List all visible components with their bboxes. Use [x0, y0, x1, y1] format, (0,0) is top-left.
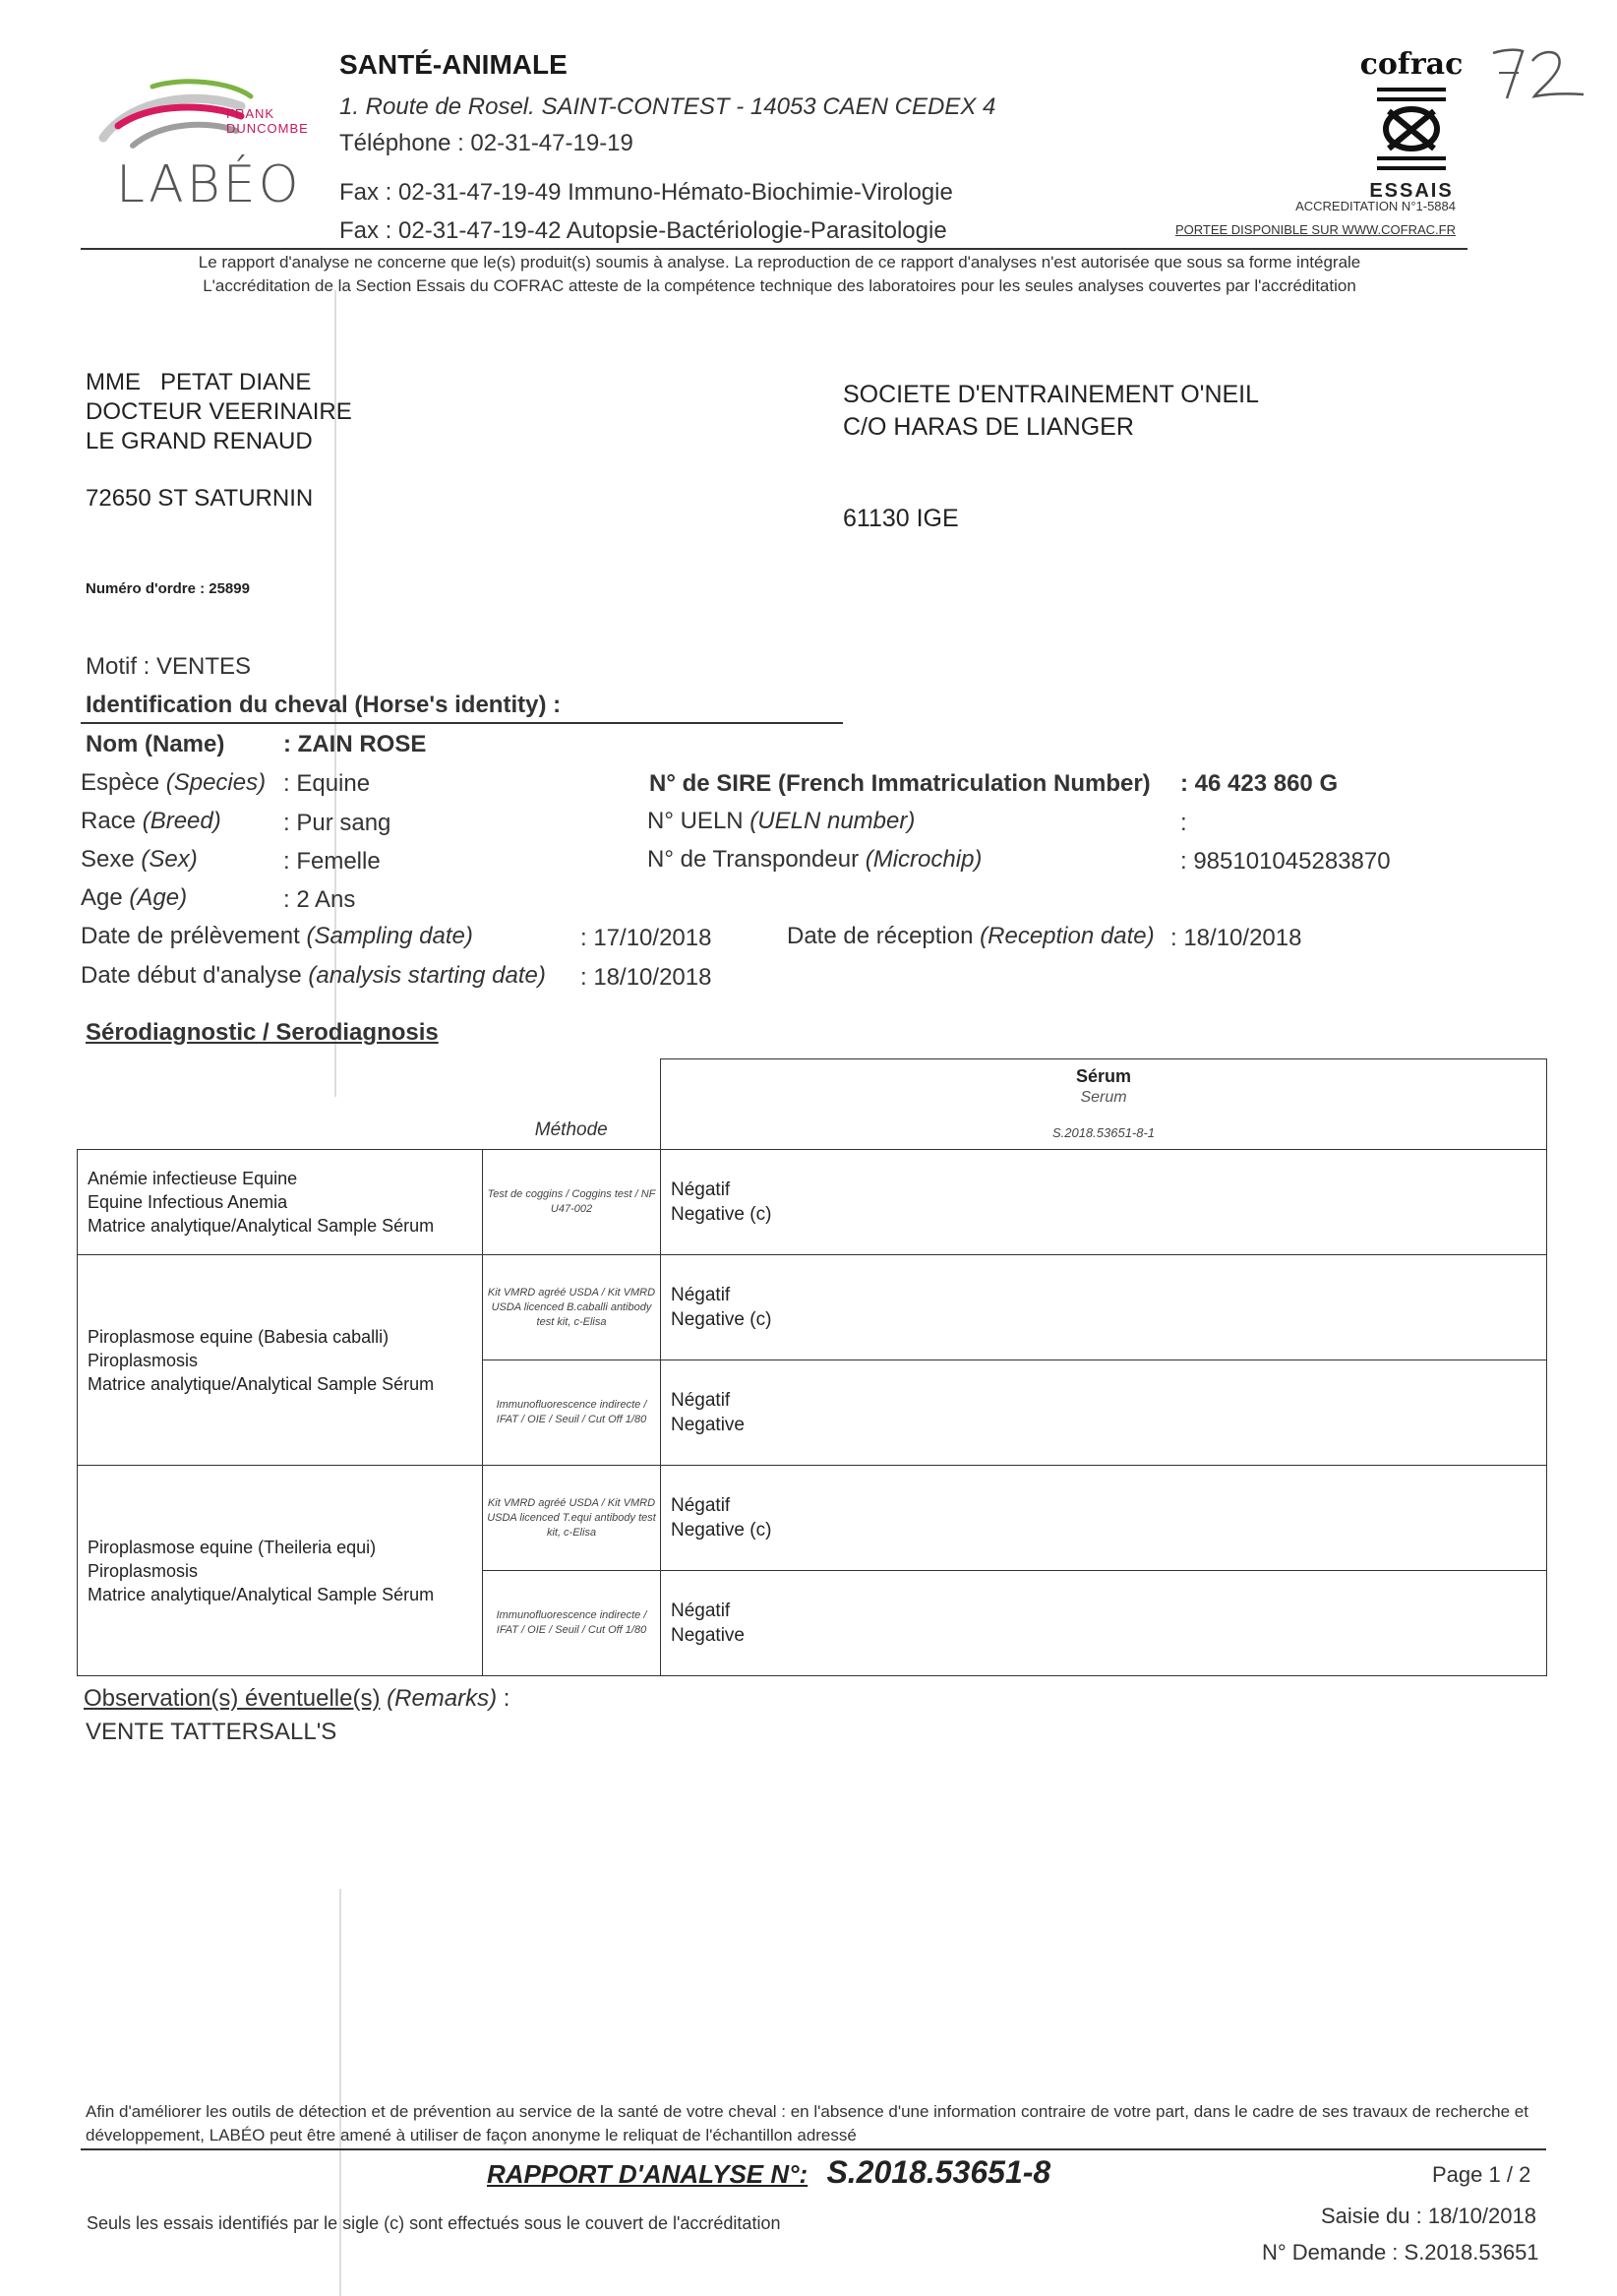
- disclaimer-line-1: Le rapport d'analyse ne concerne que le(s) produit(s) soumis à analyse. La reproduction de ce rapport d'analyses n'est autorisée que sous sa forme intégrale: [198, 253, 1361, 272]
- section-title: Sérodiagnostic / Serodiagnosis: [86, 1019, 439, 1046]
- org-phone: Téléphone : 02-31-47-19-19: [339, 130, 633, 156]
- sender-address: [86, 368, 352, 514]
- identification-underline: [81, 722, 843, 724]
- order-number: Numéro d'ordre : 25899: [86, 580, 250, 597]
- table-row: [78, 1466, 1547, 1571]
- demande-number: N° Demande : S.2018.53651: [1262, 2240, 1539, 2265]
- sample-reference: S.2018.53651-8-1: [1051, 1124, 1156, 1140]
- labeo-wordmark: LABÉO: [116, 155, 302, 214]
- name-label: Nom (Name): [86, 731, 225, 757]
- org-name: SANTÉ-ANIMALE: [339, 49, 568, 80]
- cofrac-wordmark: cofrac: [1359, 47, 1464, 82]
- essais-label: ESSAIS: [1369, 180, 1454, 202]
- serum-header-sub: Serum: [1080, 1088, 1127, 1106]
- table-row: [78, 1150, 1547, 1255]
- frank-duncombe-label: FRANK DUNCOMBE: [226, 106, 309, 136]
- analysis-start-label: Date début d'analyse (analysis starting date): [81, 962, 546, 989]
- recipient-line: C/O HARAS DE LIANGER: [843, 413, 1134, 441]
- identification-title: Identification du cheval (Horse's identity) :: [86, 692, 562, 718]
- analyse-matrix: Matrice analytique/Analytical Sample Sérum: [88, 1373, 435, 1394]
- serum-header-label: Sérum: [1075, 1065, 1132, 1086]
- methode-header: Méthode: [483, 1059, 661, 1150]
- accreditation-number: ACCREDITATION N°1-5884: [1295, 199, 1456, 213]
- recipient-address: [843, 379, 1259, 535]
- method-cell: Kit VMRD agréé USDA / Kit VMRD USDA licenced T.equi antibody test kit, c-Elisa: [483, 1466, 661, 1571]
- observations-value: VENTE TATTERSALL'S: [86, 1719, 337, 1745]
- ueln-value: :: [1180, 810, 1187, 836]
- page-indicator: Page 1 / 2: [1432, 2162, 1531, 2187]
- header-empty-cell: [78, 1059, 483, 1150]
- reception-date-value: : 18/10/2018: [1170, 925, 1302, 951]
- analyse-cell: [78, 1255, 483, 1466]
- analyse-name: Piroplasmose equine (Babesia caballi): [88, 1326, 389, 1347]
- analyse-name: Piroplasmose equine (Theileria equi): [88, 1537, 377, 1557]
- transponder-value: : 985101045283870: [1180, 848, 1391, 875]
- observations-label: [84, 1685, 509, 1713]
- portee-link: PORTEE DISPONIBLE SUR WWW.COFRAC.FR: [1174, 222, 1456, 237]
- result-fr: Négatif: [671, 1285, 731, 1305]
- analyse-matrix: Matrice analytique/Analytical Sample Sérum: [88, 1216, 435, 1236]
- scan-artifact-line: [339, 1889, 341, 2296]
- handwritten-page-number: [1485, 39, 1593, 108]
- org-fax-2: Fax : 02-31-47-19-42 Autopsie-Bactériologie-Parasitologie: [339, 217, 947, 244]
- sampling-date-value: : 17/10/2018: [580, 925, 712, 951]
- sender-line: MME PETAT DIANE: [86, 369, 312, 395]
- rapport-num: S.2018.53651-8: [826, 2154, 1051, 2190]
- disclaimer-line-2: L'accréditation de la Section Essais du COFRAC atteste de la compétence technique des laboratoires pour les seules analyses couvertes par l'accréditation: [203, 276, 1356, 295]
- analyse-cell: [78, 1150, 483, 1255]
- results-table: [77, 1058, 1547, 1676]
- result-cell: [661, 1360, 1547, 1466]
- breed-label: Race (Breed): [81, 808, 221, 834]
- cofrac-emblem-icon: [1367, 82, 1456, 175]
- result-cell: [661, 1150, 1547, 1255]
- sire-value: : 46 423 860 G: [1180, 770, 1339, 797]
- sex-value: : Femelle: [283, 848, 381, 875]
- table-header-row: [78, 1059, 1547, 1150]
- method-cell: Immunofluorescence indirecte / IFAT / OIE / Seuil / Cut Off 1/80: [483, 1360, 661, 1466]
- footer-note: Afin d'améliorer les outils de détection et de prévention au service de la santé de votre cheval : en l'absence d'une information contraire de votre part, dans le cadre de ses travaux de recherche et développement, LABÉO peut être amené à utiliser de façon anonyme le reliquat de l'échantillon adressé: [86, 2102, 1528, 2145]
- sender-line: LE GRAND RENAUD: [86, 428, 313, 454]
- result-cell: [661, 1255, 1547, 1360]
- observations-colon: :: [503, 1685, 510, 1712]
- table-row: [78, 1255, 1547, 1360]
- saisie-date: Saisie du : 18/10/2018: [1321, 2204, 1536, 2228]
- species-label: Espèce (Species): [81, 769, 267, 796]
- age-label: Age (Age): [81, 884, 188, 911]
- analysis-start-value: : 18/10/2018: [580, 964, 712, 991]
- analyse-name: Anémie infectieuse Equine: [88, 1169, 298, 1188]
- result-fr: Négatif: [671, 1495, 731, 1516]
- rapport-number: [487, 2154, 1050, 2191]
- observations-label-en: (Remarks): [387, 1685, 498, 1712]
- transponder-label: N° de Transpondeur (Microchip): [647, 846, 983, 873]
- result-en: Negative (c): [671, 1309, 772, 1330]
- sex-label: Sexe (Sex): [81, 846, 198, 873]
- sender-line: DOCTEUR VEERINAIRE: [86, 398, 352, 425]
- method-cell: Immunofluorescence indirecte / IFAT / OIE / Seuil / Cut Off 1/80: [483, 1571, 661, 1676]
- analyse-name-en: Piroplasmosis: [88, 1560, 199, 1581]
- reception-date-label: Date de réception (Reception date): [787, 923, 1155, 949]
- serum-header: [661, 1059, 1547, 1150]
- analyse-matrix: Matrice analytique/Analytical Sample Sérum: [88, 1584, 435, 1604]
- result-en: Negative (c): [671, 1204, 772, 1225]
- result-en: Negative (c): [671, 1520, 772, 1541]
- method-cell: Test de coggins / Coggins test / NF U47-002: [483, 1150, 661, 1255]
- analyse-cell: [78, 1466, 483, 1676]
- header-divider: [81, 248, 1467, 250]
- org-address: 1. Route de Rosel. SAINT-CONTEST - 14053 CAEN CEDEX 4: [339, 93, 996, 120]
- result-fr: Négatif: [671, 1601, 731, 1621]
- sender-line: 72650 ST SATURNIN: [86, 485, 314, 512]
- recipient-line: SOCIETE D'ENTRAINEMENT O'NEIL: [843, 381, 1260, 408]
- ueln-label: N° UELN (UELN number): [647, 808, 916, 834]
- cofrac-logo: [1352, 47, 1470, 224]
- name-value: : ZAIN ROSE: [283, 731, 427, 757]
- age-value: : 2 Ans: [283, 886, 356, 913]
- recipient-line: 61130 IGE: [843, 505, 959, 532]
- result-en: Negative: [671, 1625, 745, 1646]
- result-cell: [661, 1466, 1547, 1571]
- result-en: Negative: [671, 1415, 745, 1435]
- sire-label: N° de SIRE (French Immatriculation Number): [649, 770, 1151, 797]
- org-fax-1: Fax : 02-31-47-19-49 Immuno-Hémato-Biochimie-Virologie: [339, 179, 953, 206]
- analyse-name-en: Piroplasmosis: [88, 1350, 199, 1370]
- result-fr: Négatif: [671, 1179, 731, 1200]
- accreditation-note: Seuls les essais identifiés par le sigle (c) sont effectués sous le couvert de l'accréditation: [87, 2213, 781, 2233]
- breed-value: : Pur sang: [283, 810, 391, 836]
- species-value: : Equine: [283, 770, 371, 797]
- motif: Motif : VENTES: [86, 653, 252, 680]
- result-fr: Négatif: [671, 1390, 731, 1411]
- footer-divider: [81, 2148, 1546, 2150]
- result-cell: [661, 1571, 1547, 1676]
- observations-label-fr: Observation(s) éventuelle(s): [84, 1685, 381, 1712]
- rapport-label: RAPPORT D'ANALYSE N°:: [487, 2159, 808, 2189]
- sampling-date-label: Date de prélèvement (Sampling date): [81, 923, 473, 949]
- analyse-name-en: Equine Infectious Anemia: [88, 1192, 288, 1212]
- method-cell: Kit VMRD agréé USDA / Kit VMRD USDA licenced B.caballi antibody test kit, c-Elisa: [483, 1255, 661, 1360]
